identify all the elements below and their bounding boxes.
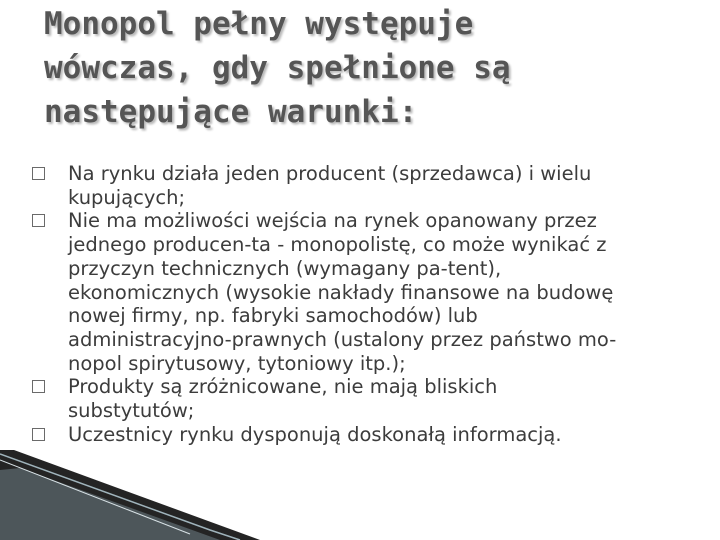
list-item: [32, 375, 622, 422]
bullet-text: Produkty są zróżnicowane, nie mają bliskich substytutów;: [68, 375, 498, 423]
bullet-text: Na rynku działa jeden producent (sprzedawca) i wielu kupujących;: [68, 162, 592, 209]
square-bullet-icon: [32, 214, 45, 227]
square-bullet-icon: [32, 428, 45, 441]
list-item: [32, 423, 622, 447]
square-bullet-icon: [32, 380, 45, 393]
corner-stripe-grey: [0, 468, 220, 540]
bullet-text: Nie ma możliwości wejścia na rynek opanowany przez jednego producen-ta - monopolistę, co może wynikać z przyczyn technicznych (wymagany pa-tent), ekonomicznych (wysokie nakłady finansowe na budowę nowej firmy, np. fabryki samochodów) lub administracyjno-prawnych (ustalony przez państwo mo-nopol spirytusowy, tytoniowy itp.);: [68, 209, 617, 375]
list-item: [32, 209, 622, 375]
bullet-text: Uczestnicy rynku dysponują doskonałą informacją.: [68, 422, 562, 446]
bullet-list: [32, 162, 622, 446]
square-bullet-icon: [32, 167, 45, 180]
corner-decoration: [0, 450, 260, 540]
slide-title: Monopol pełny występuje wówczas, gdy spełnione są następujące warunki:: [44, 6, 511, 130]
list-item: [32, 162, 622, 209]
